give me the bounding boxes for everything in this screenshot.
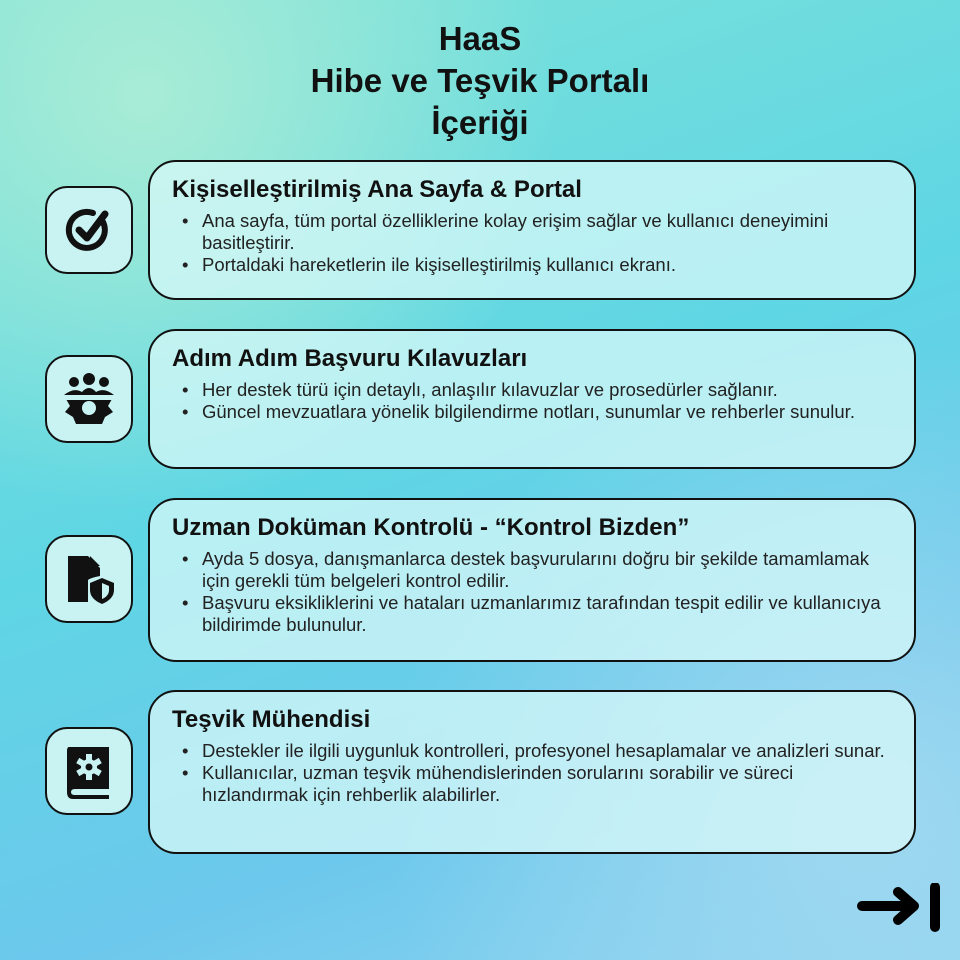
section-card (148, 498, 916, 662)
bullet: • Ayda 5 dosya, danışmanlarca destek başvurularını doğru bir şekilde tamamlamak için gerekli tüm belgeleri kontrol edilir. (172, 548, 894, 592)
team-gear-icon (45, 355, 133, 443)
section-guides (45, 329, 917, 469)
section-card (148, 160, 916, 300)
bullet: • Destekler ile ilgili uygunluk kontrolleri, profesyonel hesaplamalar ve analizleri sunar. (172, 740, 894, 762)
title-line: HaaS (438, 20, 522, 57)
bullet: • Kullanıcılar, uzman teşvik mühendislerinden sorularını sorabilir ve süreci hızlandırmak için rehberlik alabilirler. (172, 762, 894, 806)
section-document-control (45, 498, 917, 638)
book-gear-icon (45, 727, 133, 815)
bullet: • Ana sayfa, tüm portal özelliklerine kolay erişim sağlar ve kullanıcı deneyimini basitleştirir. (172, 210, 894, 254)
check-circle-icon (45, 186, 133, 274)
page-title (0, 18, 960, 144)
title-line: Hibe ve Teşvik Portalı (310, 62, 650, 99)
bullet: • Her destek türü için detaylı, anlaşılır kılavuzlar ve prosedürler sağlanır. (172, 379, 894, 401)
document-shield-icon (45, 535, 133, 623)
section-heading: Uzman Doküman Kontrolü - “Kontrol Bizden” (172, 514, 690, 541)
bullet: • Başvuru eksikliklerini ve hataları uzmanlarımız tarafından tespit edilir ve kullanıcıya bildirimde bulunulur. (172, 592, 894, 636)
bullet: • Güncel mevzuatlara yönelik bilgilendirme notları, sunumlar ve rehberler sunulur. (172, 401, 894, 423)
bullet: • Portaldaki hareketlerin ile kişiselleştirilmiş kullanıcı ekranı. (172, 254, 894, 276)
next-arrow-icon[interactable] (854, 883, 946, 940)
section-portal (45, 160, 917, 300)
section-heading: Kişiselleştirilmiş Ana Sayfa & Portal (172, 176, 582, 203)
title-line: İçeriği (431, 104, 529, 141)
section-card (148, 329, 916, 469)
section-heading: Adım Adım Başvuru Kılavuzları (172, 345, 528, 372)
section-heading: Teşvik Mühendisi (172, 706, 371, 733)
section-card (148, 690, 916, 854)
section-engineer (45, 690, 917, 830)
